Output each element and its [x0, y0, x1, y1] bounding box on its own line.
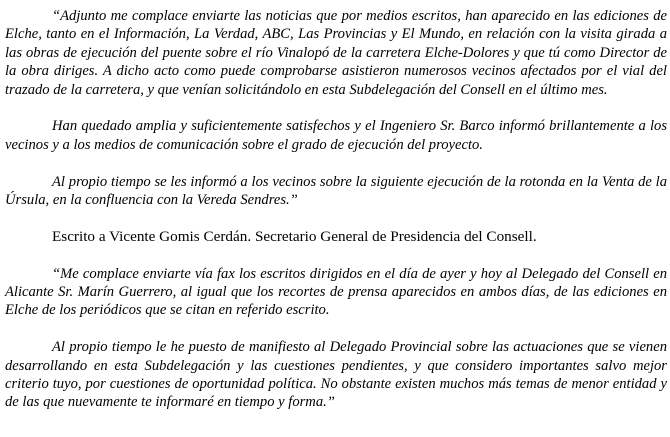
letter-paragraph-2: Han quedado amplia y suficientemente satisfechos y el Ingeniero Sr. Barco informó brillantemente a los vecinos y a los medios de comunicación sobre el grado de ejecución del proyecto. — [5, 118, 667, 153]
document-page — [5, 7, 667, 412]
letter-paragraph-3: Al propio tiempo se les informó a los vecinos sobre la siguiente ejecución de la rotonda en la Venta de la Úrsula, en la confluencia con la Vereda Sendres.” — [5, 173, 667, 209]
paragraph-spacer — [5, 209, 667, 227]
paragraph-spacer — [5, 154, 667, 172]
paragraph-spacer — [5, 99, 667, 117]
letter-heading: Escrito a Vicente Gomis Cerdán. Secretario General de Presidencia del Consell. — [52, 227, 537, 245]
paragraph-spacer — [5, 246, 667, 264]
letter-paragraph-1: “Adjunto me complace enviarte las noticias que por medios escritos, han aparecido en las ediciones de Elche, tanto en el Información, La Verdad, ABC, Las Provincias y El Mundo, en relación con la visita girada a las obras de ejecución del puente sobre el río Vinalopó de la carretera Elche-Dolores y que tú como Director de la obra diriges. A dicho acto como puede comprobarse asistieron numerosos vecinos afectados por el vial del trazado de la carretera, y que venían solicitándolo en esta Subdelegación del Consell en el último mes. — [5, 8, 667, 98]
paragraph-spacer — [5, 320, 667, 338]
letter-paragraph-4: “Me complace enviarte vía fax los escritos dirigidos en el día de ayer y hoy al Delegado del Consell en Alicante Sr. Marín Guerrero, al igual que los recortes de prensa aparecidos en ambos días, de las ediciones en Elche de los periódicos que se citan en referido escrito. — [5, 265, 667, 319]
letter-paragraph-5: Al propio tiempo le he puesto de manifiesto al Delegado Provincial sobre las actuaciones que se vienen desarrollando en esta Subdelegación y las cuestiones pendientes, y que considero importantes salvo mejor criterio tuyo, por cuestiones de oportunidad política. No obstante existen muchos más temas de menor entidad y de las que nuevamente te informaré en tiempo y forma.” — [5, 339, 667, 411]
